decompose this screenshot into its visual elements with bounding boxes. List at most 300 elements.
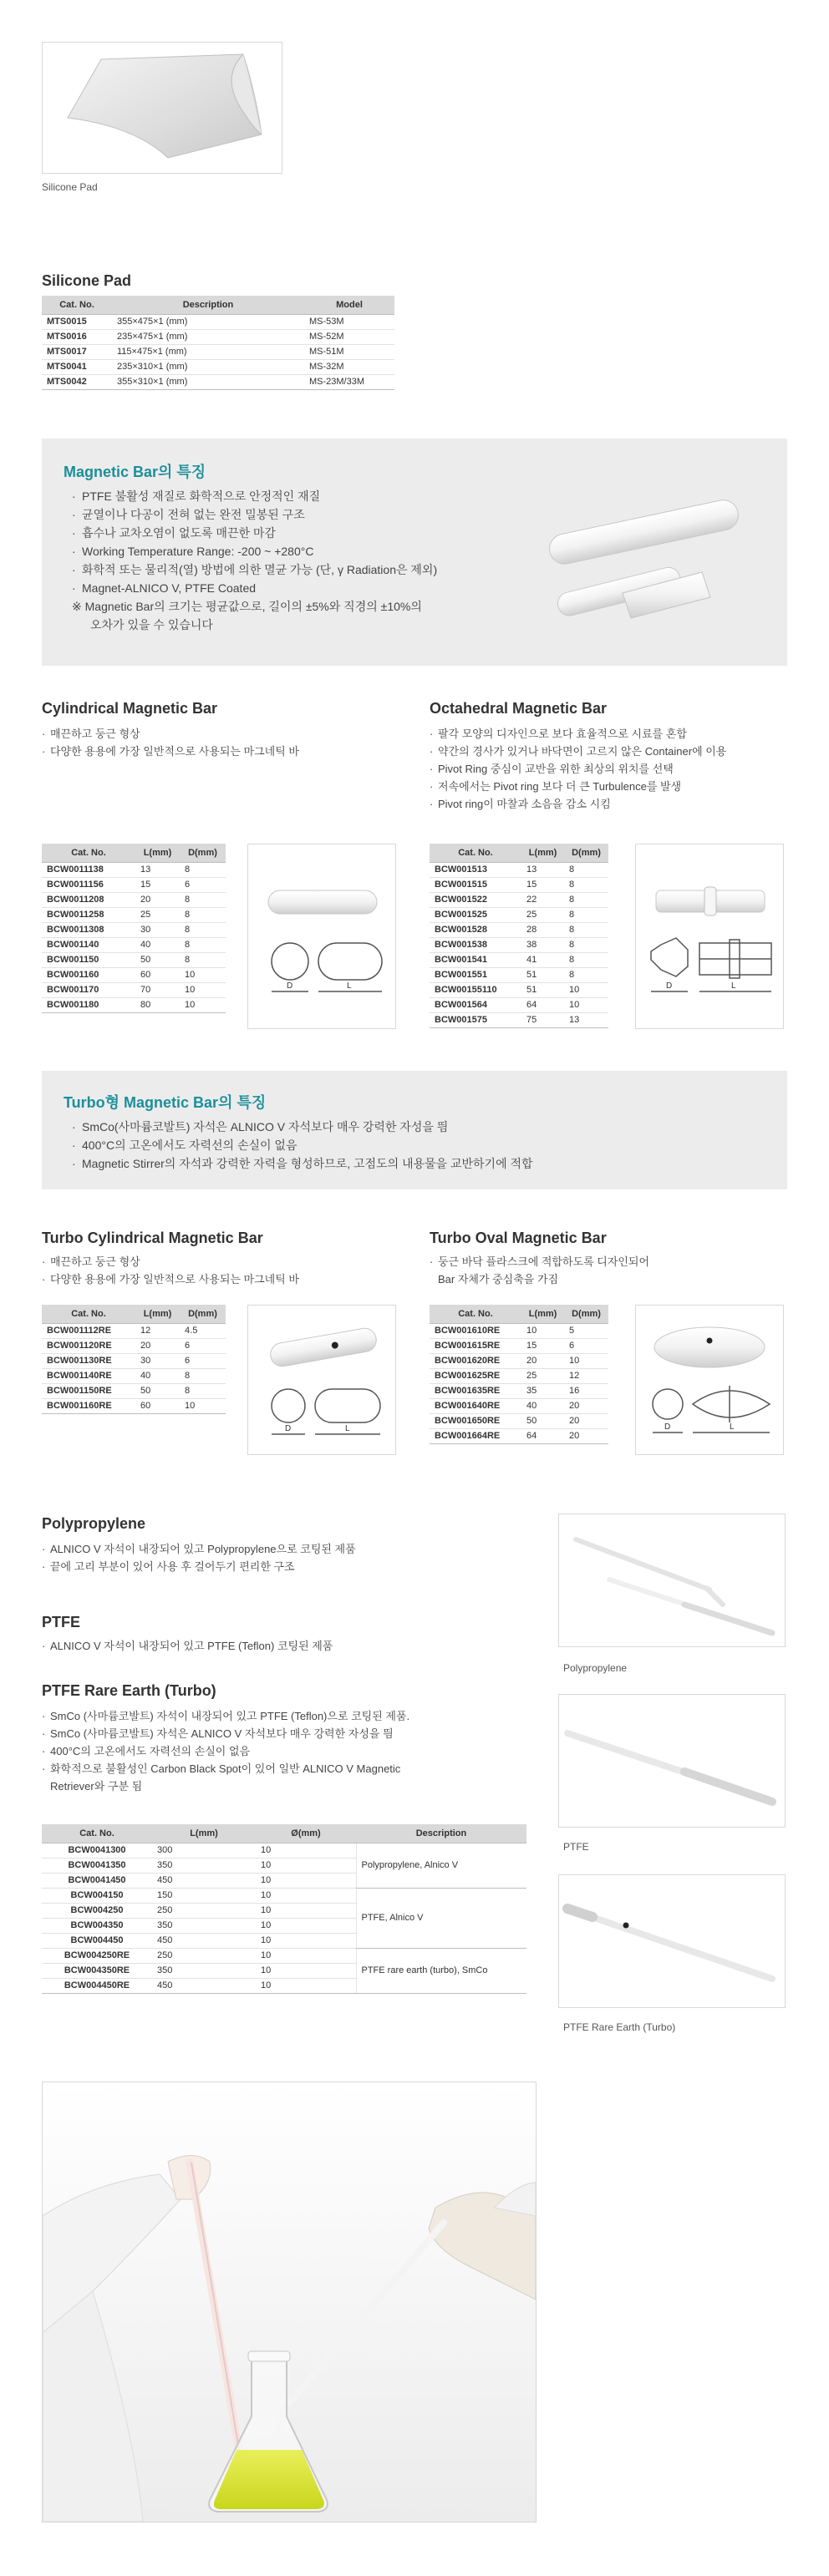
cat-no-cell: BCW004450: [42, 1933, 152, 1948]
dim-l-label: L: [347, 981, 352, 991]
table-row: [430, 1383, 608, 1398]
cat-no-cell: BCW004150: [42, 1888, 152, 1903]
table-row: [42, 937, 226, 952]
value-cell: MS-52M: [304, 329, 394, 344]
value-cell: 22: [521, 892, 564, 907]
ptfe-rare-earth-bullets: [42, 1707, 510, 1795]
cross-section-circle: [272, 943, 308, 980]
cat-no-cell: MTS0042: [42, 374, 112, 389]
value-cell: 50: [135, 952, 180, 967]
ptfe-rare-earth-caption: PTFE Rare Earth (Turbo): [563, 2021, 676, 2033]
value-cell: 60: [135, 967, 180, 982]
col-cat-no: Cat. No.: [42, 1305, 135, 1323]
table-row: [42, 1398, 226, 1413]
turbo-features-title-accent: Turbo형 Magnetic Bar: [64, 1094, 219, 1111]
list-item: · 끝에 고리 부분이 있어 사용 후 걸어두기 편리한 구조: [42, 1558, 510, 1575]
cat-no-cell: BCW001112RE: [42, 1323, 135, 1338]
value-cell: 10: [256, 1843, 356, 1858]
ptfe-caption: PTFE: [563, 1841, 589, 1853]
cat-no-cell: BCW004450RE: [42, 1978, 152, 1993]
cat-no-cell: BCW001610RE: [430, 1323, 521, 1338]
cat-no-cell: BCW001664RE: [430, 1428, 521, 1443]
list-item: · 매끈하고 둥근 형상: [42, 1253, 409, 1270]
value-cell: 70: [135, 982, 180, 997]
table-row: [42, 997, 226, 1012]
table-row: [430, 1428, 608, 1443]
list-item: · SmCo (사마륨코발트) 자석은 ALNICO V 자석보다 매우 강력한 자성을 띔: [42, 1725, 510, 1742]
value-cell: 115×475×1 (mm): [112, 344, 304, 359]
table-row: [42, 344, 394, 359]
table-row: [430, 892, 608, 907]
list-item: · Magnetic Stirrer의 자석과 강력한 자력을 형성하므로, 고점도의 내용물을 교반하기에 적합: [72, 1154, 757, 1173]
table-row: [42, 1948, 526, 1963]
table-row: [42, 329, 394, 344]
cat-no-cell: BCW001564: [430, 997, 521, 1012]
cat-no-cell: BCW001528: [430, 922, 521, 937]
list-item: · 팔각 모양의 디자인으로 보다 효율적으로 시료를 혼합: [430, 725, 797, 743]
cylindrical-bar-image: [268, 890, 377, 914]
cat-no-cell: BCW0041300: [42, 1843, 152, 1858]
magnetic-features-list: [72, 487, 540, 597]
list-item: · ALNICO V 자석이 내장되어 있고 PTFE (Teflon) 코팅된 제품: [42, 1637, 510, 1655]
table-header-row: [42, 1824, 526, 1843]
cylindrical-bullets: [42, 725, 409, 760]
value-cell: 10: [256, 1888, 356, 1903]
cat-no-cell: BCW001150: [42, 952, 135, 967]
value-cell: 6: [180, 1353, 226, 1368]
list-item: · 다양한 용용에 가장 일반적으로 사용되는 마그네틱 바: [42, 1270, 409, 1288]
ptfe-bullets: [42, 1637, 510, 1655]
note-line-2: 오차가 있을 수 있습니다: [90, 618, 213, 631]
table-row: [430, 967, 608, 982]
table-row: [42, 967, 226, 982]
value-cell: 10: [256, 1858, 356, 1873]
list-item: · 화학적 또는 물리적(열) 방법에 의한 멸균 가능 (단, γ Radiation은 제외): [72, 560, 540, 579]
value-cell: 25: [135, 907, 180, 922]
cat-no-cell: BCW001541: [430, 952, 521, 967]
value-cell: 35: [521, 1383, 564, 1398]
table-header-row: [430, 844, 608, 862]
turbo-oval-diagram: [636, 1306, 783, 1454]
value-cell: 50: [135, 1383, 180, 1398]
value-cell: 450: [152, 1873, 256, 1888]
col-cat-no: Cat. No.: [430, 1305, 521, 1323]
cat-no-cell: BCW001130RE: [42, 1353, 135, 1368]
cylindrical-diagram: [248, 844, 395, 1028]
cat-no-cell: BCW001625RE: [430, 1368, 521, 1383]
cat-no-cell: BCW001170: [42, 982, 135, 997]
value-cell: 10: [256, 1933, 356, 1948]
list-item: · Working Temperature Range: -200 ~ +280°C: [72, 542, 540, 560]
cat-no-cell: BCW004350: [42, 1918, 152, 1933]
cat-no-cell: BCW001575: [430, 1012, 521, 1027]
octahedral-bullets: [430, 725, 797, 813]
table-row: [430, 907, 608, 922]
description-cell: Polypropylene, Alnico V: [356, 1843, 526, 1888]
table-row: [42, 1888, 526, 1903]
list-item: · 다양한 용용에 가장 일반적으로 사용되는 마그네틱 바: [42, 743, 409, 760]
value-cell: 64: [521, 997, 564, 1012]
value-cell: 51: [521, 982, 564, 997]
col-length: L(mm): [521, 1305, 564, 1323]
cylindrical-title: Cylindrical Magnetic Bar: [42, 700, 218, 717]
dim-l-label: L: [730, 1422, 735, 1432]
turbo-cylindrical-title: Turbo Cylindrical Magnetic Bar: [42, 1230, 263, 1246]
silicone-pad-photo: [42, 42, 282, 174]
value-cell: 8: [180, 862, 226, 877]
value-cell: 10: [180, 967, 226, 982]
value-cell: 8: [564, 862, 608, 877]
cat-no-cell: BCW004250RE: [42, 1948, 152, 1963]
value-cell: 41: [521, 952, 564, 967]
list-item: · 약간의 경사가 있거나 바닥면이 고르지 않은 Container에 이용: [430, 743, 797, 760]
table-row: [430, 1413, 608, 1428]
value-cell: 8: [180, 1383, 226, 1398]
dim-d-label: D: [664, 1422, 671, 1432]
value-cell: 350: [152, 1858, 256, 1873]
value-cell: 10: [564, 982, 608, 997]
cat-no-cell: BCW0041450: [42, 1873, 152, 1888]
turbo-cylindrical-bar-image: [269, 1326, 379, 1368]
value-cell: 10: [564, 1353, 608, 1368]
cat-no-cell: BCW001150RE: [42, 1383, 135, 1398]
list-item: · ALNICO V 자석이 내장되어 있고 Polypropylene으로 코팅된 제품: [42, 1540, 510, 1558]
value-cell: 13: [564, 1012, 608, 1027]
value-cell: 10: [256, 1918, 356, 1933]
col-diameter: D(mm): [564, 1305, 608, 1323]
cat-no-cell: BCW001615RE: [430, 1338, 521, 1353]
value-cell: MS-51M: [304, 344, 394, 359]
magnetic-features-title: [64, 460, 206, 482]
value-cell: 235×475×1 (mm): [112, 329, 304, 344]
cat-no-cell: BCW0011208: [42, 892, 135, 907]
list-item: · Pivot ring이 마찰과 소음을 감소 시킴: [430, 795, 797, 813]
description-cell: PTFE rare earth (turbo), SmCo: [356, 1948, 526, 1993]
value-cell: 6: [180, 1338, 226, 1353]
value-cell: 8: [180, 952, 226, 967]
turbo-oval-diagram-box: [635, 1305, 784, 1455]
value-cell: 5: [564, 1323, 608, 1338]
value-cell: 8: [564, 907, 608, 922]
value-cell: 10: [180, 1398, 226, 1413]
cat-no-cell: MTS0017: [42, 344, 112, 359]
value-cell: 10: [256, 1978, 356, 1993]
side-profile: [318, 943, 382, 980]
turbo-cylindrical-diagram: [248, 1306, 395, 1454]
value-cell: 80: [135, 997, 180, 1012]
turbo-oval-title: Turbo Oval Magnetic Bar: [430, 1230, 607, 1246]
value-cell: 20: [564, 1398, 608, 1413]
cat-no-cell: BCW0011138: [42, 862, 135, 877]
value-cell: 355×475×1 (mm): [112, 314, 304, 329]
table-row: [42, 1368, 226, 1383]
turbo-oval-bullets: [430, 1253, 797, 1288]
cat-no-cell: BCW0011308: [42, 922, 135, 937]
value-cell: 10: [180, 982, 226, 997]
value-cell: 250: [152, 1903, 256, 1918]
value-cell: 350: [152, 1918, 256, 1933]
table-row: [430, 1353, 608, 1368]
value-cell: 30: [135, 922, 180, 937]
value-cell: 40: [521, 1398, 564, 1413]
cat-no-cell: MTS0041: [42, 359, 112, 374]
table-row: [42, 359, 394, 374]
value-cell: 60: [135, 1398, 180, 1413]
value-cell: 15: [521, 1338, 564, 1353]
value-cell: 8: [180, 892, 226, 907]
cat-no-cell: BCW001522: [430, 892, 521, 907]
dim-d-label: D: [287, 981, 293, 991]
turbo-oval-bar-image: [654, 1327, 765, 1367]
col-cat-no: Cat. No.: [430, 844, 521, 862]
value-cell: 10: [256, 1873, 356, 1888]
value-cell: 30: [135, 1353, 180, 1368]
note-line-1: ※ Magnetic Bar의 크기는 평균값으로, 길이의 ±5%와 직경의 ±10%의: [72, 600, 422, 613]
cat-no-cell: BCW001140: [42, 937, 135, 952]
col-length: L(mm): [152, 1824, 256, 1843]
value-cell: 10: [256, 1948, 356, 1963]
lab-usage-image: [43, 2082, 536, 2522]
table-row: [42, 862, 226, 877]
cat-no-cell: BCW001620RE: [430, 1353, 521, 1368]
col-cat-no: Cat. No.: [42, 1824, 152, 1843]
polypropylene-photo: [558, 1514, 786, 1647]
list-item: · 매끈하고 둥근 형상: [42, 725, 409, 743]
value-cell: 16: [564, 1383, 608, 1398]
cat-no-cell: MTS0015: [42, 314, 112, 329]
dim-d-label: D: [285, 1424, 292, 1433]
value-cell: 40: [135, 937, 180, 952]
table-header-row: [430, 1305, 608, 1323]
table-row: [430, 1323, 608, 1338]
col-description: Description: [112, 296, 304, 314]
table-row: [42, 877, 226, 892]
octahedral-diagram: [636, 844, 783, 1028]
octahedral-diagram-box: [635, 844, 784, 1029]
col-diameter: D(mm): [180, 1305, 226, 1323]
silicone-pad-image: [43, 43, 282, 173]
value-cell: 20: [135, 1338, 180, 1353]
list-item: · 균열이나 다공이 전혀 없는 완전 밀봉된 구조: [72, 505, 540, 524]
list-item: · SmCo (사마륨코발트) 자석이 내장되어 있고 PTFE (Teflon)으로 코팅된 제품.: [42, 1707, 510, 1725]
cat-no-cell: BCW001538: [430, 937, 521, 952]
carbon-spot-icon: [707, 1338, 713, 1344]
value-cell: 12: [135, 1323, 180, 1338]
cat-no-cell: BCW001525: [430, 907, 521, 922]
cat-no-cell: BCW001551: [430, 967, 521, 982]
cat-no-cell: BCW001140RE: [42, 1368, 135, 1383]
value-cell: 75: [521, 1012, 564, 1027]
col-length: L(mm): [135, 844, 180, 862]
table-header-row: [42, 296, 394, 314]
value-cell: 4.5: [180, 1323, 226, 1338]
value-cell: 150: [152, 1888, 256, 1903]
value-cell: 450: [152, 1933, 256, 1948]
value-cell: 10: [256, 1903, 356, 1918]
value-cell: 8: [564, 892, 608, 907]
table-row: [430, 862, 608, 877]
value-cell: MS-23M/33M: [304, 374, 394, 389]
table-row: [430, 1398, 608, 1413]
list-item: · 400°C의 고온에서도 자력선의 손실이 없음: [42, 1742, 510, 1760]
magnetic-features-title-accent: Magnetic Bar: [64, 464, 159, 480]
ptfe-rare-earth-photo: [558, 1874, 786, 2008]
value-cell: 50: [521, 1413, 564, 1428]
list-item: · SmCo(사마륨코발트) 자석은 ALNICO V 자석보다 매우 강력한 자성을 띔: [72, 1118, 757, 1136]
col-model: Model: [304, 296, 394, 314]
list-item: · Magnet-ALNICO V, PTFE Coated: [72, 579, 540, 597]
polypropylene-retriever-image: [559, 1514, 785, 1646]
value-cell: MS-32M: [304, 359, 394, 374]
cylindrical-table: [42, 844, 226, 1013]
col-cat-no: Cat. No.: [42, 844, 135, 862]
col-length: L(mm): [135, 1305, 180, 1323]
cat-no-cell: BCW001650RE: [430, 1413, 521, 1428]
retriever-table: [42, 1824, 526, 1994]
col-cat-no: Cat. No.: [42, 296, 112, 314]
polypropylene-caption: Polypropylene: [563, 1662, 628, 1674]
value-cell: 10: [256, 1963, 356, 1978]
table-row: [42, 907, 226, 922]
table-row: [430, 937, 608, 952]
table-row: [430, 997, 608, 1012]
value-cell: 10: [180, 997, 226, 1012]
table-row: [42, 892, 226, 907]
value-cell: 8: [180, 1368, 226, 1383]
value-cell: 355×310×1 (mm): [112, 374, 304, 389]
list-item: · 둥근 바닥 플라스크에 적합하도록 디자인되어 Bar 자체가 중심축을 가짐: [430, 1253, 797, 1288]
cat-no-cell: BCW001513: [430, 862, 521, 877]
value-cell: 450: [152, 1978, 256, 1993]
table-row: [430, 1338, 608, 1353]
turbo-oval-table: [430, 1305, 608, 1444]
polypropylene-bullets: [42, 1540, 510, 1575]
value-cell: 51: [521, 967, 564, 982]
value-cell: 8: [564, 967, 608, 982]
table-row: [430, 1012, 608, 1027]
turbo-features-list: [72, 1118, 757, 1173]
value-cell: 20: [135, 892, 180, 907]
table-row: [42, 314, 394, 329]
cat-no-cell: BCW0011258: [42, 907, 135, 922]
value-cell: 20: [564, 1428, 608, 1443]
table-row: [42, 1353, 226, 1368]
value-cell: 40: [135, 1368, 180, 1383]
table-row: [42, 952, 226, 967]
value-cell: 8: [564, 922, 608, 937]
value-cell: 15: [135, 877, 180, 892]
magnetic-features-title-rest: 의 특징: [158, 464, 206, 480]
value-cell: 38: [521, 937, 564, 952]
octahedral-title: Octahedral Magnetic Bar: [430, 700, 608, 717]
table-row: [42, 922, 226, 937]
value-cell: 8: [564, 952, 608, 967]
value-cell: 6: [180, 877, 226, 892]
cat-no-cell: BCW0011156: [42, 877, 135, 892]
value-cell: 20: [521, 1353, 564, 1368]
table-row: [430, 952, 608, 967]
turbo-cylindrical-bullets: [42, 1253, 409, 1288]
value-cell: 10: [521, 1323, 564, 1338]
cat-no-cell: BCW001160RE: [42, 1398, 135, 1413]
turbo-features-title-rest: 의 특징: [218, 1094, 267, 1111]
value-cell: 8: [180, 907, 226, 922]
table-row: [430, 922, 608, 937]
value-cell: 8: [180, 937, 226, 952]
value-cell: 25: [521, 907, 564, 922]
col-description: Description: [356, 1824, 526, 1843]
value-cell: 250: [152, 1948, 256, 1963]
magnetic-bars-image: [522, 480, 765, 639]
value-cell: 8: [564, 877, 608, 892]
table-row: [42, 1323, 226, 1338]
value-cell: 350: [152, 1963, 256, 1978]
turbo-features-title: [64, 1091, 266, 1113]
cat-no-cell: BCW001180: [42, 997, 135, 1012]
col-diameter: D(mm): [180, 844, 226, 862]
list-item: · 저속에서는 Pivot ring 보다 더 큰 Turbulence를 발생: [430, 778, 797, 795]
list-item: · PTFE 불활성 재질로 화학적으로 안정적인 재질: [72, 487, 540, 505]
list-item: · 화학적으로 불활성인 Carbon Black Spot이 있어 일반 ALNICO V Magnetic Retriever와 구분 됨: [42, 1760, 510, 1795]
description-cell: PTFE, Alnico V: [356, 1888, 526, 1948]
table-row: [430, 982, 608, 997]
cat-no-cell: BCW004250: [42, 1903, 152, 1918]
turbo-cylindrical-diagram-box: [247, 1305, 396, 1455]
col-diameter: D(mm): [564, 844, 608, 862]
carbon-spot-icon: [623, 1923, 629, 1929]
value-cell: 64: [521, 1428, 564, 1443]
value-cell: MS-53M: [304, 314, 394, 329]
silicone-pad-title: Silicone Pad: [42, 272, 132, 289]
table-row: [430, 1368, 608, 1383]
magnetic-features-note: [72, 597, 422, 634]
table-row: [42, 374, 394, 389]
value-cell: 12: [564, 1368, 608, 1383]
cylindrical-diagram-box: [247, 844, 396, 1029]
silicone-pad-table: [42, 296, 394, 390]
table-row: [42, 1383, 226, 1398]
table-row: [42, 1338, 226, 1353]
value-cell: 8: [564, 937, 608, 952]
value-cell: 300: [152, 1843, 256, 1858]
octagon-section: [651, 938, 688, 976]
value-cell: 8: [180, 922, 226, 937]
cat-no-cell: BCW001515: [430, 877, 521, 892]
silicone-pad-caption: Silicone Pad: [42, 181, 98, 193]
turbo-cylindrical-table: [42, 1305, 226, 1414]
octahedral-table: [430, 844, 608, 1028]
cat-no-cell: BCW00155110: [430, 982, 521, 997]
value-cell: 25: [521, 1368, 564, 1383]
col-length: L(mm): [521, 844, 564, 862]
list-item: · Pivot Ring 중심이 교반을 위한 최상의 위치를 선택: [430, 760, 797, 778]
cat-no-cell: MTS0016: [42, 329, 112, 344]
value-cell: 20: [564, 1413, 608, 1428]
value-cell: 6: [564, 1338, 608, 1353]
list-item: · 400°C의 고온에서도 자력선의 손실이 없음: [72, 1136, 757, 1154]
table-header-row: [42, 1305, 226, 1323]
cat-no-cell: BCW001635RE: [430, 1383, 521, 1398]
turbo-features-panel: [42, 1071, 787, 1189]
table-row: [42, 982, 226, 997]
col-diameter: Ø(mm): [256, 1824, 356, 1843]
table-header-row: [42, 844, 226, 862]
value-cell: 13: [135, 862, 180, 877]
ptfe-title: PTFE: [42, 1614, 81, 1630]
ptfe-photo: [558, 1694, 786, 1828]
ptfe-rare-earth-retriever-image: [559, 1875, 785, 2007]
cat-no-cell: BCW0041350: [42, 1858, 152, 1873]
